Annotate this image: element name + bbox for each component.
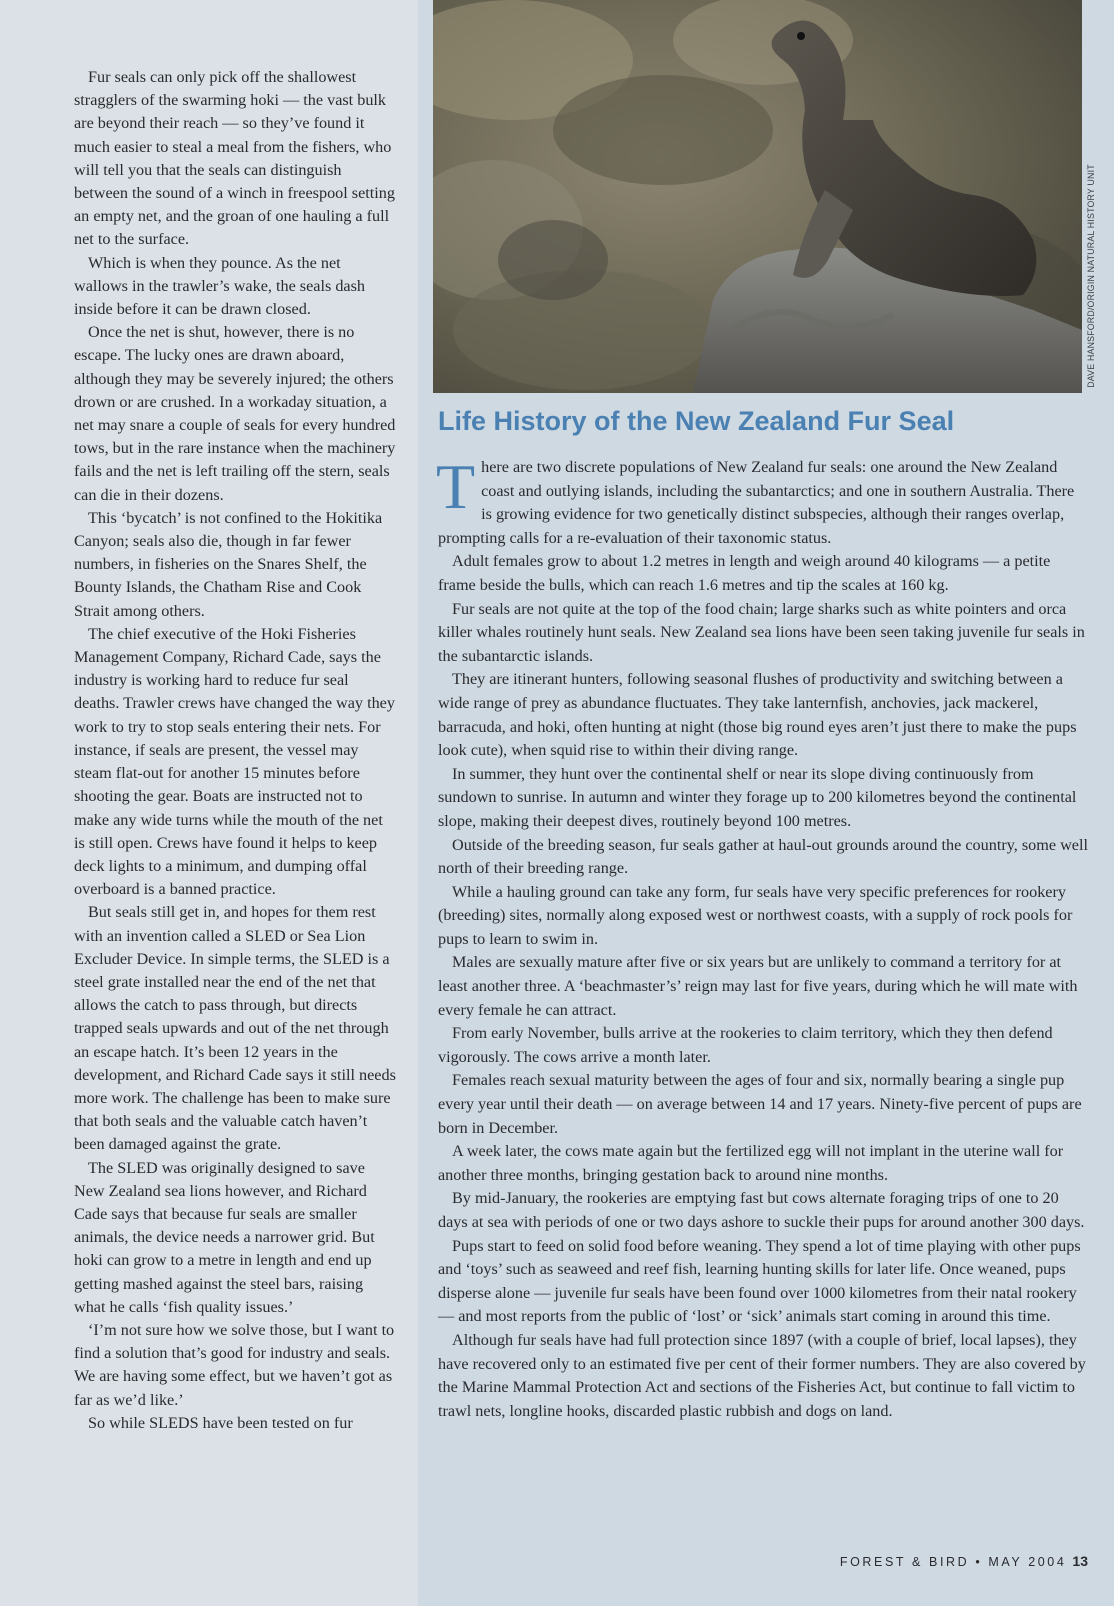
page-footer xyxy=(840,1553,1088,1569)
publication-line: FOREST & BIRD • MAY 2004 xyxy=(839,1555,1067,1569)
fur-seal-photo xyxy=(433,0,1082,393)
main-article-column xyxy=(74,66,396,1435)
sidebar-paragraph: A week later, the cows mate again but the fertilized egg will not implant in the uterine wall for another three months, bringing gestation back to around nine months. xyxy=(438,1142,1064,1184)
article-paragraph: The chief executive of the Hoki Fisheries Management Company, Richard Cade, says the industry is working hard to reduce fur seal deaths. Trawler crews have changed the way they work to try to stop seals entering their nets. For instance, if seals are present, the vessel may steam flat-out for another 15 minutes before shooting the gear. Boats are instructed not to make any wide turns while the mouth of the net is still open. Crews have found it helps to keep deck lights to a minimum, and dumping offal overboard is a banned practice. xyxy=(74,624,395,899)
sidebar-title: Life History of the New Zealand Fur Seal xyxy=(438,406,955,436)
sidebar-paragraph: Males are sexually mature after five or six years but are unlikely to command a territory for at least another three. A ‘beachmaster’s’ reign may last for five years, during which he will mate with every female he can attract. xyxy=(438,953,1078,1019)
sidebar-article xyxy=(436,451,1088,1423)
first-paragraph-text: here are two discrete populations of New Zealand fur seals: one around the New Zealand coast and outlying islands, including the subantarctics; and one in southern Australia. There is growing evidence for two genetically distinct subspecies, although their ranges overlap, prompting calls for a re-evaluation of their taxonomic status. xyxy=(438,458,1075,547)
sidebar-paragraph: Females reach sexual maturity between the ages of four and six, normally bearing a single pup every year until their death — on average between 14 and 17 years. Ninety-five percent of pups are born in December. xyxy=(438,1071,1082,1137)
article-paragraph: Once the net is shut, however, there is no escape. The lucky ones are drawn aboard, although they may be severely injured; the others drown or are crushed. In a workaday situation, a net may snare a couple of seals for every hundred tows, but in the rare instance when the machinery fails and the net is left trailing off the stern, seals can die in their dozens. xyxy=(74,323,396,504)
article-paragraph: So while SLEDS have been tested on fur xyxy=(88,1413,353,1432)
sidebar-paragraph: By mid-January, the rookeries are emptying fast but cows alternate foraging trips of one to 20 days at sea with periods of one or two days ashore to suckle their pups for around another 300 days. xyxy=(438,1189,1085,1231)
sidebar-paragraph: From early November, bulls arrive at the rookeries to claim territory, which they then defend vigorously. The cows arrive a month later. xyxy=(438,1024,1053,1066)
sidebar-first-paragraph xyxy=(436,451,1088,550)
sidebar-paragraph: They are itinerant hunters, following seasonal flushes of productivity and switching between a wide range of prey as abundance fluctuates. They take lanternfish, anchovies, jack mackerel, barracuda, and hoki, often hunting at night (those big round eyes aren’t just there to make the pups look cute), when squid rise to within their diving range. xyxy=(438,670,1077,760)
drop-cap: T xyxy=(436,451,476,522)
article-paragraph: ‘I’m not sure how we solve those, but I want to find a solution that’s good for industry and seals. We are having some effect, but we haven’t got as far as we’d like.’ xyxy=(74,1320,395,1409)
article-paragraph: Fur seals can only pick off the shallowest stragglers of the swarming hoki — the vast bulk are beyond their reach — so they’ve found it much easier to steal a meal from the fishers, who will tell you that the seals can distinguish between the sound of a winch in freespool setting an empty net, and the groan of one hauling a full net to the surface. xyxy=(74,68,395,249)
sidebar-paragraph: Pups start to feed on solid food before weaning. They spend a lot of time playing with other pups and ‘toys’ such as seaweed and reef fish, learning hunting skills for later life. Once weaned, pups disperse alone — juvenile fur seals have been found over 1000 kilometres from their natal rookery — and most reports from the public of ‘lost’ or ‘sick’ animals start coming in around this time. xyxy=(438,1236,1081,1326)
sidebar-paragraph: Although fur seals have had full protection since 1897 (with a couple of brief, local lapses), they have recovered only to an estimated five per cent of their former numbers. They are also covered by the Marine Mammal Protection Act and sections of the Fisheries Act, but continue to fall victim to trawl nets, longline hooks, discarded plastic rubbish and dogs on land. xyxy=(438,1330,1086,1420)
sidebar-paragraph: While a hauling ground can take any form, fur seals have very specific preferences for rookery (breeding) sites, normally along exposed west or northwest coasts, with a supply of rock pools for pups to learn to swim in. xyxy=(438,882,1073,948)
article-paragraph: Which is when they pounce. As the net wallows in the trawler’s wake, the seals dash inside before it can be drawn closed. xyxy=(74,253,365,319)
photo-credit: DAVE HANSFORD/ORIGIN NATURAL HISTORY UNIT xyxy=(1086,164,1096,388)
sidebar-paragraph: Fur seals are not quite at the top of the food chain; large sharks such as white pointers and orca killer whales routinely hunt seals. New Zealand sea lions have been seen taking juvenile fur seals in the subantarctic islands. xyxy=(438,599,1085,665)
sidebar-paragraph: Outside of the breeding season, fur seals gather at haul-out grounds around the country, some well north of their breeding range. xyxy=(438,835,1088,878)
sidebar-paragraph: In summer, they hunt over the continental shelf or near its slope diving continuously from sundown to sunrise. In autumn and winter they forage up to 200 kilometres beyond the continental slope, making their deepest dives, routinely beyond 100 metres. xyxy=(438,764,1077,830)
article-paragraph: The SLED was originally designed to save New Zealand sea lions however, and Richard Cade says that because fur seals are smaller animals, the device needs a narrower grid. But hoki can grow to a metre in length and end up getting mashed against the steel bars, raising what he calls ‘fish quality issues.’ xyxy=(74,1158,375,1316)
sidebar-paragraph: Adult females grow to about 1.2 metres in length and weigh around 40 kilograms — a petite frame beside the bulls, which can reach 1.6 metres and tip the scales at 160 kg. xyxy=(438,552,1051,594)
article-paragraph: But seals still get in, and hopes for them rest with an invention called a SLED or Sea Lion Excluder Device. In simple terms, the SLED is a steel grate installed near the end of the net that allows the catch to pass through, but directs trapped seals upwards and out of the net through an escape hatch. It’s been 12 years in the development, and Richard Cade says it still needs more work. The challenge has been to make sure that both seals and the valuable catch haven’t been damaged against the grate. xyxy=(74,903,396,1154)
page-number: 13 xyxy=(1072,1553,1088,1569)
article-paragraph: This ‘bycatch’ is not confined to the Hokitika Canyon; seals also die, though in far fewer numbers, in fisheries on the Snares Shelf, the Bounty Islands, the Chatham Rise and Cook Strait among others. xyxy=(74,508,383,620)
